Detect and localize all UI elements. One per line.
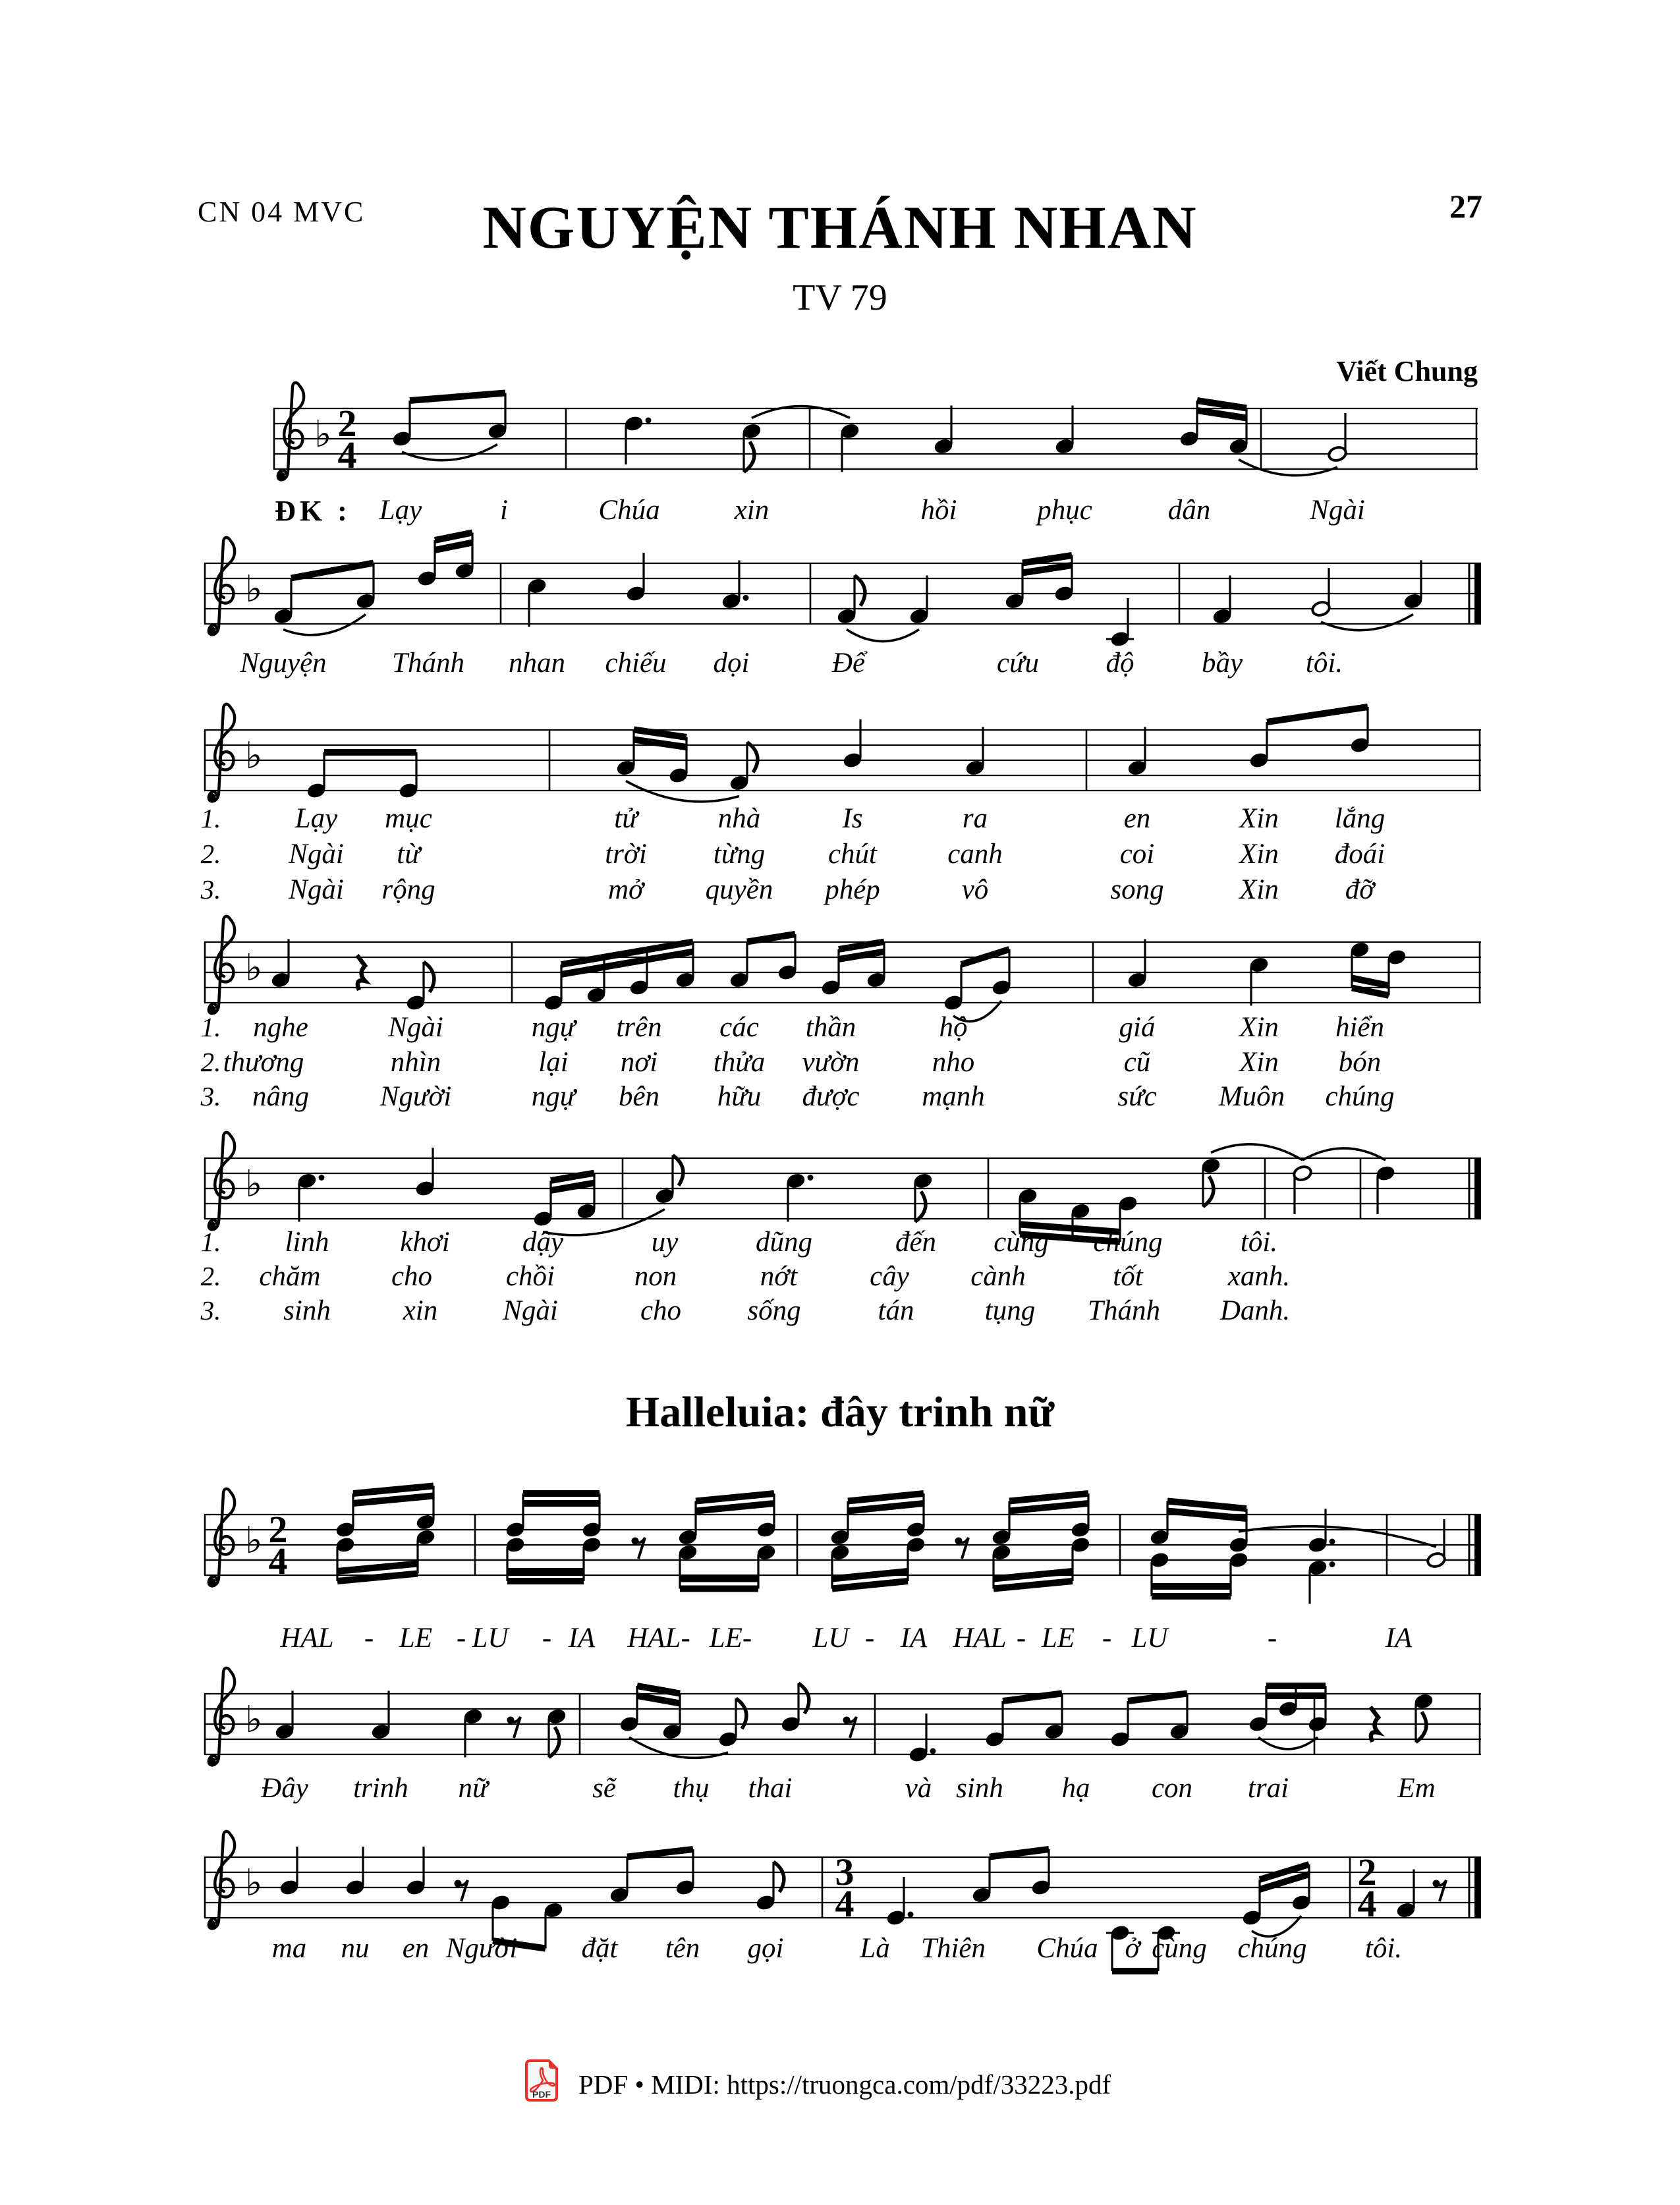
verse-number: 3. <box>200 1295 221 1326</box>
lyric-word: nớt <box>760 1261 798 1292</box>
lyric-word: mạnh <box>922 1081 985 1112</box>
lyric-word: xin <box>403 1295 438 1326</box>
song-title: NGUYỆN THÁNH NHAN <box>482 194 1198 261</box>
lyric-word: lắng <box>1334 803 1386 834</box>
lyric-word: coi <box>1119 839 1155 870</box>
svg-text:♭: ♭ <box>245 1862 263 1905</box>
verse-number: 2. <box>200 839 221 869</box>
svg-text:4: 4 <box>268 1540 288 1582</box>
lyric-word: vô <box>961 874 989 905</box>
lyric-word: ra <box>962 803 988 834</box>
lyric-word: đặt <box>581 1933 618 1964</box>
composer-name: Viết Chung <box>1336 355 1478 387</box>
svg-text:♭: ♭ <box>314 413 332 456</box>
header-code: CN 04 MVC <box>198 196 366 228</box>
lyric-word: linh <box>285 1227 329 1258</box>
lyric-word: Chúa <box>1036 1933 1098 1964</box>
lyric-word: sinh <box>283 1295 331 1326</box>
lyric-word: - <box>1102 1623 1112 1654</box>
verse-number: 3. <box>200 874 221 905</box>
lyric-word: en <box>1123 803 1151 834</box>
svg-text:4: 4 <box>337 433 357 476</box>
svg-text:2: 2 <box>337 402 357 445</box>
lyric-word: Xin <box>1239 874 1279 905</box>
lyric-word: Xin <box>1239 839 1279 870</box>
lyric-word: giá <box>1119 1012 1156 1043</box>
lyric-word: đến <box>895 1227 937 1258</box>
lyric-word: song <box>1110 874 1164 905</box>
lyric-word: - <box>456 1623 466 1654</box>
svg-text:♭: ♭ <box>245 1698 263 1741</box>
lyric-word: hộ <box>939 1012 968 1043</box>
lyric-word: chăm <box>259 1261 321 1292</box>
svg-text:♭: ♭ <box>245 735 263 777</box>
lyric-word: non <box>634 1261 677 1292</box>
lyric-word: HAL <box>280 1623 334 1654</box>
lyric-word: nơi <box>620 1047 658 1078</box>
page-number: 27 <box>1449 188 1482 225</box>
lyric-word: thụ <box>673 1773 710 1804</box>
midi-link-label[interactable]: MIDI: <box>651 2069 720 2100</box>
lyric-word: Xin <box>1239 803 1279 834</box>
lyric-word: khơi <box>400 1227 450 1258</box>
lyric-word: gọi <box>747 1933 784 1964</box>
lyric-word: HAL <box>953 1623 1007 1654</box>
lyric-word: LU <box>472 1623 509 1654</box>
svg-text:♭: ♭ <box>245 1519 263 1562</box>
lyric-word: Is <box>842 803 863 834</box>
lyric-word: bầy <box>1201 648 1243 679</box>
lyric-word: từng <box>713 839 766 870</box>
verse-number: 3. <box>200 1081 221 1111</box>
svg-text:4: 4 <box>835 1882 854 1925</box>
lyric-word: - <box>864 1623 875 1654</box>
lyric-word: cùng <box>994 1227 1049 1258</box>
lyric-word: en <box>402 1933 430 1964</box>
lyric-word: - <box>1016 1623 1026 1654</box>
lyric-word: tôi. <box>1240 1227 1278 1258</box>
svg-text:♭: ♭ <box>245 947 263 990</box>
lyric-word: IA <box>1385 1623 1413 1654</box>
lyric-word: xin <box>734 495 770 526</box>
svg-text:2: 2 <box>1357 1851 1377 1893</box>
lyric-word: chúng <box>1237 1933 1307 1964</box>
lyric-word: thai <box>748 1773 793 1804</box>
lyric-word: ma <box>271 1933 307 1964</box>
lyric-word: thương <box>223 1047 304 1078</box>
section-title-halleluia: Halleluia: đây trinh nữ <box>625 1388 1055 1436</box>
lyric-word: Ngài <box>1310 495 1365 526</box>
lyric-word: rộng <box>381 874 435 905</box>
lyric-word: LE- <box>709 1623 752 1654</box>
lyric-word: Người <box>379 1081 452 1112</box>
lyric-word: phục <box>1037 495 1092 526</box>
footer-links <box>578 2069 1111 2100</box>
lyric-word: cũ <box>1123 1047 1151 1078</box>
lyric-word: tán <box>878 1295 914 1326</box>
svg-text:♭: ♭ <box>245 568 263 611</box>
lyric-word: LU <box>812 1623 849 1654</box>
lyric-word: dũng <box>756 1227 812 1258</box>
lyric-word: chúng <box>1093 1227 1163 1258</box>
svg-text:4: 4 <box>1357 1882 1377 1925</box>
lyric-word: sống <box>747 1295 801 1326</box>
lyric-word: Lạy <box>294 803 338 834</box>
lyric-word: Để <box>831 648 866 679</box>
lyric-word: được <box>802 1081 860 1112</box>
lyric-word: canh <box>947 839 1003 870</box>
lyric-word: LU <box>1131 1623 1168 1654</box>
lyric-word: cành <box>970 1261 1026 1292</box>
lyric-word: nhìn <box>390 1047 441 1078</box>
lyric-word: Người <box>445 1933 518 1964</box>
lyric-word: HAL- <box>627 1623 690 1654</box>
lyric-word: chúng <box>1325 1081 1395 1112</box>
verse-number: 1. <box>200 803 221 833</box>
lyric-word: tôi. <box>1364 1933 1403 1964</box>
lyric-word: LE <box>1041 1623 1075 1654</box>
lyric-word: LE <box>399 1623 433 1654</box>
lyric-word: Ngài <box>289 874 344 905</box>
lyric-word: Chúa <box>598 495 660 526</box>
lyric-word: tụng <box>984 1295 1036 1326</box>
lyric-word: sức <box>1117 1081 1157 1112</box>
lyric-word: cây <box>870 1261 909 1292</box>
lyric-word: chồi <box>505 1261 555 1292</box>
lyric-word: trời <box>605 839 647 870</box>
lyric-word: nữ <box>458 1773 488 1804</box>
lyric-word: Nguyện <box>240 648 327 679</box>
pdf-icon-label: PDF <box>532 2089 551 2100</box>
lyric-word: Lạy <box>379 495 422 526</box>
lyric-word: Thánh <box>392 648 464 679</box>
lyric-word: hạ <box>1061 1773 1090 1804</box>
lyric-word: ngự <box>531 1081 576 1112</box>
lyric-word: Đây <box>261 1773 308 1804</box>
lyric-word: nghe <box>253 1012 308 1043</box>
lyric-word: hữu <box>717 1081 762 1112</box>
lyric-word: chút <box>827 839 878 870</box>
lyric-word: Thiên <box>921 1933 986 1964</box>
svg-text:3: 3 <box>835 1851 854 1893</box>
psalm-reference: TV 79 <box>793 277 887 318</box>
lyric-word: cứu <box>996 648 1040 679</box>
bullet-separator: • <box>634 2069 644 2100</box>
lyric-word: thần <box>805 1012 856 1043</box>
lyric-word: Ngài <box>388 1012 443 1043</box>
lyric-word: cùng <box>1152 1933 1207 1964</box>
lyric-word: nhà <box>717 803 761 834</box>
refrain-prefix: ĐK : <box>275 495 351 527</box>
lyric-word: Em <box>1397 1773 1436 1804</box>
lyric-word: uy <box>651 1227 679 1258</box>
lyric-word: trên <box>616 1012 662 1043</box>
lyric-word: trai <box>1247 1773 1289 1804</box>
verse-number: 1. <box>200 1227 221 1257</box>
lyric-word: cho <box>391 1261 433 1292</box>
lyric-word: Danh. <box>1219 1295 1291 1326</box>
verse-number: 2. <box>200 1261 221 1291</box>
lyric-word: Xin <box>1239 1047 1279 1078</box>
lyric-word: con <box>1151 1773 1193 1804</box>
lyric-word: từ <box>397 839 420 870</box>
lyric-word: ngự <box>531 1012 576 1043</box>
lyric-word: - <box>364 1623 374 1654</box>
lyric-word: đỡ <box>1345 874 1375 905</box>
lyric-word: - <box>542 1623 552 1654</box>
lyric-word: tốt <box>1113 1261 1143 1292</box>
pdf-link-label[interactable]: PDF <box>578 2069 629 2100</box>
lyric-word: xanh. <box>1227 1261 1291 1292</box>
lyric-word: độ <box>1106 648 1134 679</box>
lyric-word: các <box>719 1012 759 1043</box>
lyric-word: trinh <box>353 1773 408 1804</box>
lyric-word: bên <box>618 1081 660 1112</box>
lyric-word: Ngài <box>503 1295 558 1326</box>
lyric-word: vườn <box>802 1047 860 1078</box>
lyric-word: cho <box>640 1295 682 1326</box>
lyric-word: hiển <box>1335 1012 1385 1043</box>
lyric-word: dân <box>1167 495 1211 526</box>
lyric-word: sẽ <box>592 1773 616 1804</box>
verse-number: 1. <box>200 1012 221 1042</box>
lyric-word: mở <box>607 874 644 905</box>
pdf-file-icon[interactable] <box>524 2058 559 2103</box>
pdf-url-link[interactable]: https://truongca.com/pdf/33223.pdf <box>727 2069 1111 2100</box>
lyric-word: lại <box>538 1047 569 1078</box>
lyric-word: Là <box>860 1933 890 1964</box>
svg-text:2: 2 <box>268 1508 288 1551</box>
lyric-word: tôi. <box>1305 648 1343 679</box>
lyric-word: Thánh <box>1088 1295 1160 1326</box>
lyric-word: bón <box>1338 1047 1382 1078</box>
lyric-word: sinh <box>956 1773 1003 1804</box>
lyric-word: thửa <box>713 1047 766 1078</box>
lyric-word: Xin <box>1239 1012 1279 1043</box>
lyric-word: quyền <box>705 874 773 905</box>
lyric-word: hồi <box>920 495 957 526</box>
lyric-word: dậy <box>522 1227 564 1258</box>
lyric-word: chiếu <box>605 648 667 679</box>
lyric-word: Muôn <box>1218 1081 1285 1112</box>
lyric-word: Ngài <box>289 839 344 870</box>
lyric-word: IA <box>568 1623 596 1654</box>
verse-number: 2. <box>200 1047 221 1077</box>
lyric-word: phép <box>825 874 880 905</box>
lyric-word: dọi <box>713 648 750 679</box>
lyric-word: đoái <box>1334 839 1386 870</box>
lyric-word: nu <box>341 1933 370 1964</box>
lyric-word: tử <box>614 803 638 834</box>
lyric-word: nâng <box>252 1081 309 1112</box>
lyric-word: và <box>905 1773 932 1804</box>
lyric-word: i <box>500 495 508 526</box>
lyric-word: nhan <box>509 648 565 679</box>
lyric-word: - <box>1267 1623 1277 1654</box>
lyric-word: IA <box>900 1623 928 1654</box>
lyric-word: mục <box>385 803 432 834</box>
lyric-word: nho <box>932 1047 975 1078</box>
svg-text:♭: ♭ <box>245 1163 263 1206</box>
lyric-word: ở <box>1125 1933 1140 1964</box>
lyric-word: tên <box>665 1933 700 1964</box>
